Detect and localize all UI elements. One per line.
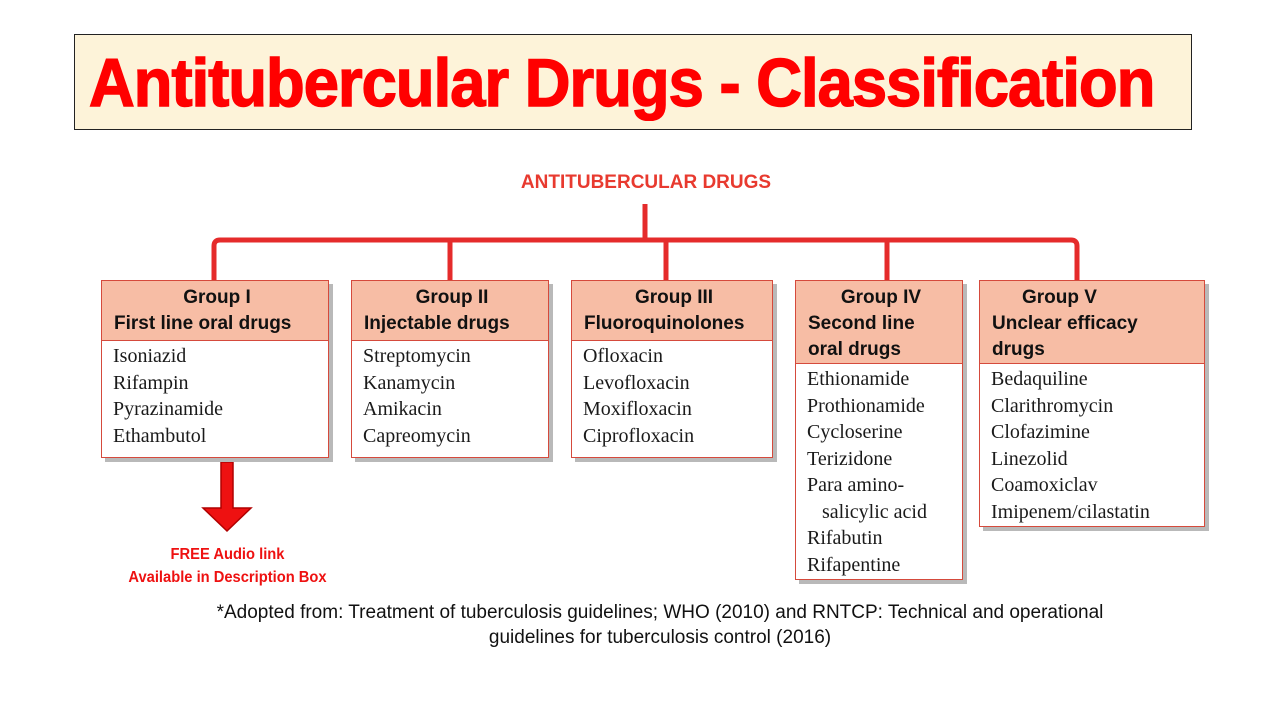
- list-item: Rifabutin: [807, 527, 883, 549]
- list-item: salicylic acid: [807, 500, 927, 523]
- group-1-title: Group I: [183, 287, 251, 308]
- list-item: Kanamycin: [363, 371, 456, 394]
- group-2-header: [352, 281, 548, 341]
- list-item: Streptomycin: [363, 345, 471, 367]
- group-1-drug-list: [102, 341, 328, 449]
- footnote-line-2: guidelines for tuberculosis control (2016): [488, 627, 832, 648]
- group-2-subtitle: Injectable drugs: [364, 313, 510, 334]
- group-4-title: Group IV: [840, 287, 922, 308]
- group-1-header: [102, 281, 328, 341]
- group-4-subtitle-line-1: Second line: [808, 313, 915, 334]
- list-item: Levofloxacin: [583, 371, 690, 394]
- audio-link-note-line-1: FREE Audio link: [170, 546, 285, 563]
- group-5-title: Group V: [1022, 287, 1097, 308]
- list-item: Ofloxacin: [583, 345, 663, 367]
- list-item: Ethambutol: [113, 424, 207, 447]
- list-item: Ethionamide: [807, 368, 910, 390]
- list-item: Para amino-: [807, 474, 905, 496]
- group-5-header: [980, 281, 1204, 364]
- group-card-2: [351, 280, 549, 458]
- group-5-subtitle-line-1: Unclear efficacy: [992, 313, 1138, 334]
- list-item: Capreomycin: [363, 424, 471, 447]
- list-item: Clofazimine: [991, 421, 1090, 443]
- group-card-3: [571, 280, 773, 458]
- group-4-drug-list: [796, 364, 962, 578]
- group-3-subtitle: Fluoroquinolones: [584, 313, 745, 334]
- group-card-1: [101, 280, 329, 458]
- list-item: Cycloserine: [807, 421, 903, 443]
- group-card-5: [979, 280, 1205, 527]
- list-item: Clarithromycin: [991, 394, 1114, 417]
- group-4-header: [796, 281, 962, 364]
- group-1-subtitle: First line oral drugs: [114, 313, 292, 334]
- audio-link-note-line-2: Available in Description Box: [128, 569, 327, 586]
- diagram-root-label: ANTITUBERCULAR DRUGS: [520, 172, 772, 193]
- list-item: Coamoxiclav: [991, 474, 1098, 496]
- list-item: Ciprofloxacin: [583, 424, 695, 447]
- group-3-header: [572, 281, 772, 341]
- group-4-subtitle-line-2: oral drugs: [808, 339, 901, 360]
- audio-link-note: [110, 543, 345, 589]
- connector-trunk: [214, 240, 1077, 282]
- source-footnote: [130, 600, 1190, 650]
- list-item: Moxifloxacin: [583, 398, 692, 420]
- group-2-title: Group II: [415, 287, 489, 308]
- down-arrow-icon: [203, 462, 251, 531]
- list-item: Prothionamide: [807, 394, 925, 417]
- group-3-drug-list: [572, 341, 772, 449]
- list-item: Rifampin: [113, 371, 189, 394]
- group-5-drug-list: [980, 364, 1204, 525]
- footnote-line-1: *Adopted from: Treatment of tuberculosis guidelines; WHO (2010) and RNTCP: Technical and operational: [216, 602, 1104, 623]
- list-item: Amikacin: [363, 398, 442, 420]
- group-5-subtitle-line-2: drugs: [992, 339, 1045, 360]
- list-item: Pyrazinamide: [113, 398, 223, 420]
- list-item: Rifapentine: [807, 553, 901, 576]
- list-item: Bedaquiline: [991, 368, 1088, 390]
- list-item: Isoniazid: [113, 345, 187, 367]
- list-item: Imipenem/cilastatin: [991, 500, 1150, 523]
- group-2-drug-list: [352, 341, 548, 449]
- group-3-title: Group III: [634, 287, 714, 308]
- group-card-4: [795, 280, 963, 580]
- list-item: Terizidone: [807, 447, 893, 470]
- page-title: Antitubercular Drugs - Classification: [89, 45, 1155, 121]
- list-item: Linezolid: [991, 447, 1068, 470]
